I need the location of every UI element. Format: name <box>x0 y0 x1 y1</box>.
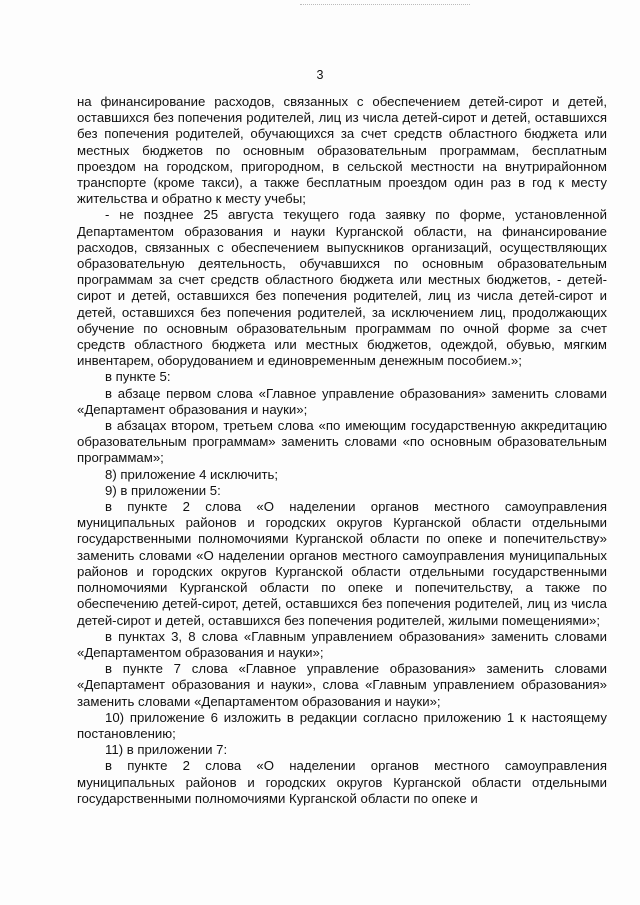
scan-artifact-line <box>300 4 470 6</box>
paragraph: в пункте 7 слова «Главное управление образования» заменить словами «Департамент образования и науки», слова «Главным управлением образования» заменить словами «Департаментом образования и науки»; <box>77 661 607 709</box>
paragraph: 9) в приложении 5: <box>105 482 221 498</box>
document-body <box>77 94 607 807</box>
paragraph: 11) в приложении 7: <box>105 742 228 758</box>
page-number: 3 <box>316 68 324 82</box>
paragraph: в пункте 5: <box>105 369 171 385</box>
paragraph: на финансирование расходов, связанных с обеспечением детей-сирот и детей, оставшихся без попечения родителей, лиц из числа детей-сирот и детей, оставшихся без попечения родителей, обучающихся за счет средств областного бюджета или местных бюджетов по основным образовательным программам, бесплатным проездом на городском, пригородном, в сельской местности на внутрирайонном транспорте (кроме такси), а также бесплатным проездом один раз в год к месту жительства и обратно к месту учебы; <box>77 94 607 207</box>
paragraph: в абзацах втором, третьем слова «по имеющим государственную аккредитацию образовательным программам» заменить словами «по основным образовательным программам»; <box>77 418 607 466</box>
paragraph: 10) приложение 6 изложить в редакции согласно приложению 1 к настоящему постановлению; <box>77 709 607 741</box>
paragraph: - не позднее 25 августа текущего года заявку по форме, установленной Департаментом образования и науки Курганской области, на финансирование расходов, связанных с обеспечением выпускников организаций, осуществляющих образовательную деятельность, обучавшихся по основным образовательным программам за счет средств областного бюджета или местных бюджетов, - детей-сирот и детей, оставшихся без попечения родителей, лиц из числа детей-сирот и детей, оставшихся без попечения родителей, за исключением лиц, продолжающих обучение по основным образовательным программам по очной форме за счет средств областного бюджета или местных бюджетов, одеждой, обувью, мягким инвентарем, оборудованием и единовременным денежным пособием.»; <box>77 207 607 369</box>
paragraph: в пункте 2 слова «О наделении органов местного самоуправления муниципальных районов и городских округов Курганской области отдельными государственными полномочиями Курганской области по опеке и <box>77 758 607 806</box>
paragraph: в пунктах 3, 8 слова «Главным управлением образования» заменить словами «Департаментом образования и науки»; <box>77 628 607 660</box>
paragraph: в абзаце первом слова «Главное управление образования» заменить словами «Департамент образования и науки»; <box>77 385 607 417</box>
paragraph: в пункте 2 слова «О наделении органов местного самоуправления муниципальных районов и городских округов Курганской области отдельными государственными полномочиями Курганской области по опеке и попечительству» заменить словами «О наделении органов местного самоуправления муниципальных районов и городских округов Курганской области отдельными государственными полномочиями Курганской области по опеке и попечительству, а также по обеспечению детей-сирот, детей, оставшихся без попечения родителей, лиц из числа детей-сирот и детей, оставшихся без попечения родителей, жилыми помещениями»; <box>77 499 607 628</box>
paragraph: 8) приложение 4 исключить; <box>105 466 279 482</box>
